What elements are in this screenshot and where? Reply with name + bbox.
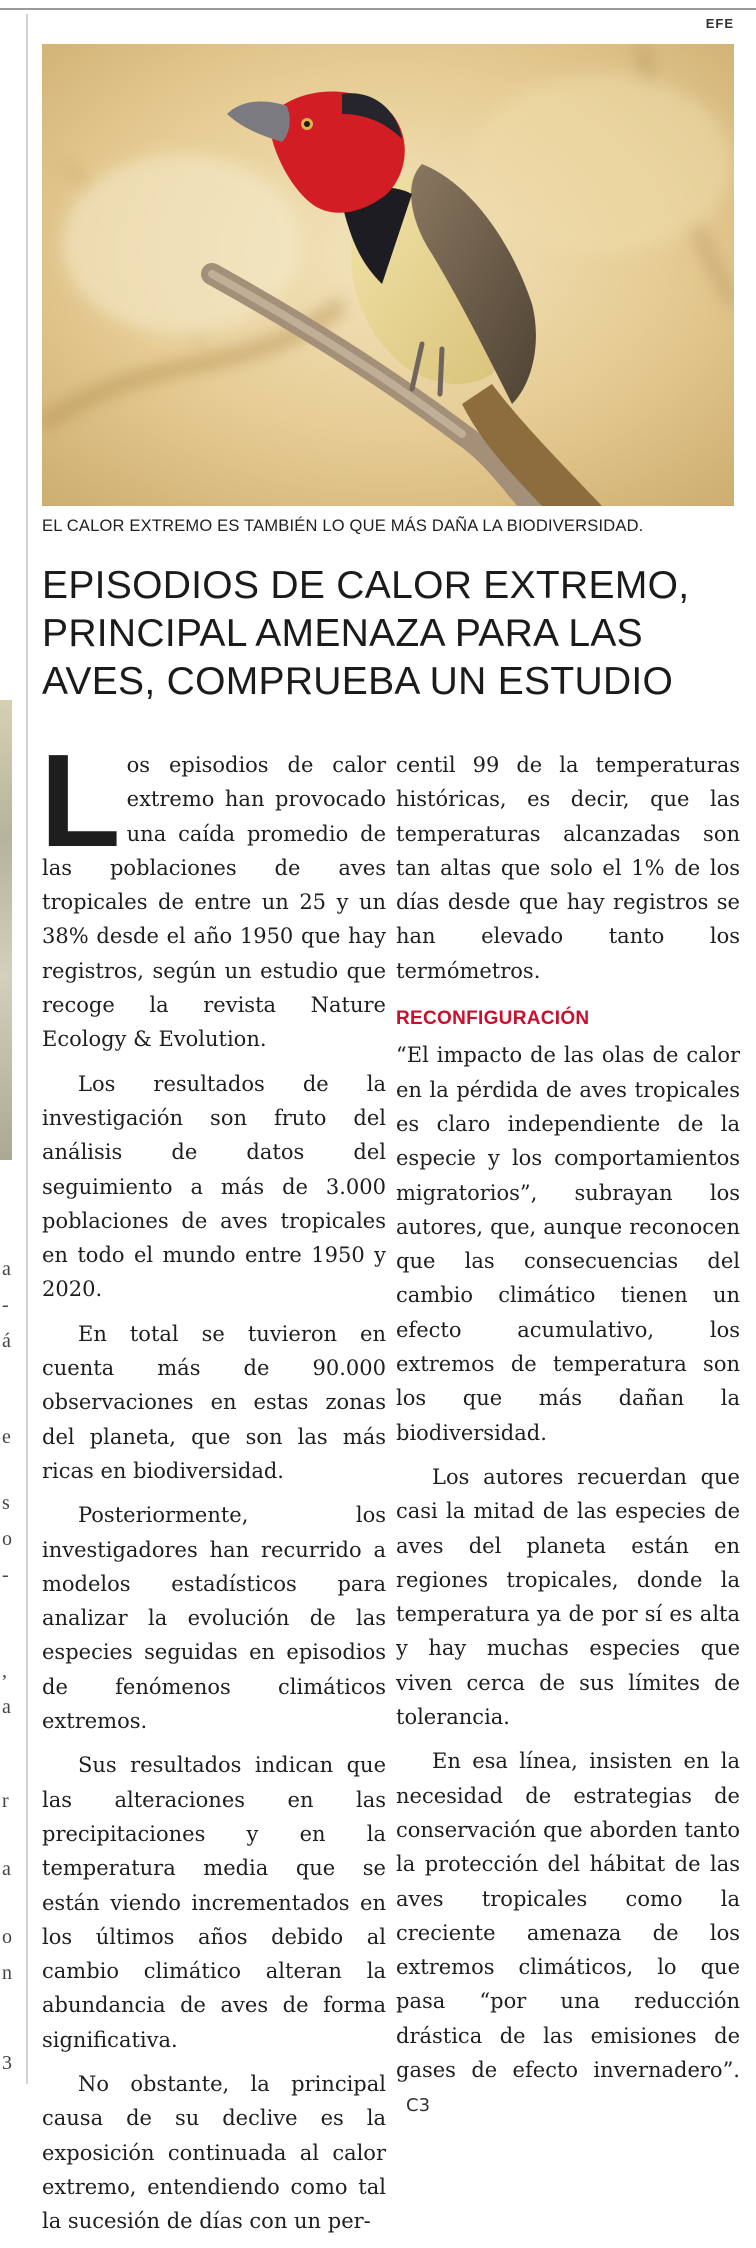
edge-fragment: s bbox=[2, 1492, 10, 1514]
closing-paragraph bbox=[396, 1744, 740, 2123]
edge-fragment: n bbox=[2, 1962, 12, 1984]
edge-fragment: a bbox=[2, 1258, 11, 1280]
photo-caption: EL CALOR EXTREMO ES TAMBIÉN LO QUE MÁS DAÑA LA BIODIVERSIDAD. bbox=[42, 517, 644, 535]
headline-line: EPISODIOS DE CALOR EXTREMO, bbox=[42, 564, 690, 607]
section-subhead: RECONFIGURACIÓN bbox=[396, 1008, 590, 1030]
body-paragraph: centil 99 de la temperaturas históricas, es decir, que las temperaturas alcanzadas son tan altas que solo el 1% de los días desde que hay registros se han elevado tanto los termómetros. bbox=[396, 753, 740, 983]
edge-fragment: - bbox=[2, 1294, 9, 1316]
edge-fragment: r bbox=[2, 1790, 9, 1812]
body-paragraph: En total se tuvieron en cuenta más de 90.000 observaciones en estas zonas del planeta, que son las más ricas en biodiversidad. bbox=[42, 1321, 386, 1483]
article-column-left bbox=[40, 727, 386, 2248]
edge-fragment: a bbox=[2, 1858, 11, 1880]
article-headline bbox=[42, 562, 742, 706]
body-paragraph: Los autores recuerdan que casi la mitad de las especies de aves del planeta están en regiones tropicales, donde la temperatura ya de por sí es alta y hay muchas especies que viven cerca de sus límites de tolerancia. bbox=[396, 1464, 740, 1730]
edge-fragment: a bbox=[2, 1696, 11, 1718]
body-paragraph: Posteriormente, los investigadores han recurrido a modelos estadísticos para analizar la evolución de las especies seguidas en episodios de fenómenos climáticos extremos. bbox=[42, 1503, 386, 1734]
body-paragraph: “El impacto de las olas de calor en la pérdida de aves tropicales es claro independiente de la especie y los comportamientos migratorios”, subrayan los autores, que, aunque reconocen que las consecuencias del cambio climático tienen un efecto acumulativo, los extremos de temperatura son los que más dañan la biodiversidad. bbox=[396, 1043, 740, 1445]
edge-fragment: e bbox=[2, 1426, 11, 1448]
body-paragraph: Sus resultados indican que las alteraciones en las precipitaciones y en la temperatura media que se están viendo incrementados en los últimos años debido al cambio climático alteran la abundancia de aves de forma significativa. bbox=[42, 1753, 386, 2052]
body-paragraph: No obstante, la principal causa de su declive es la exposición continuada al calor extremo, entendiendo como tal la sucesión de días con un per- bbox=[42, 2071, 386, 2234]
edge-fragment: , bbox=[2, 1660, 7, 1682]
edge-fragment: - bbox=[2, 1564, 9, 1586]
drop-cap: L bbox=[40, 727, 121, 874]
adjacent-article-edge bbox=[0, 0, 20, 2096]
bird-photo bbox=[42, 44, 734, 506]
closing-text: En esa línea, insisten en la necesidad de estrategias de conservación que aborden tanto la protección del hábitat de las aves tropicales como la creciente amenaza de los extremos climáticos, lo que pasa “por una reducción drástica de las emisiones de gases de efecto invernadero”. bbox=[396, 1749, 740, 2082]
edge-fragment: o bbox=[2, 1926, 12, 1948]
end-mark-icon: C3 bbox=[406, 2095, 431, 2117]
headline-line: PRINCIPAL AMENAZA PARA LAS bbox=[42, 612, 643, 655]
lead-paragraph bbox=[40, 727, 386, 1057]
bird-illustration bbox=[42, 44, 734, 506]
top-rule bbox=[0, 8, 756, 10]
edge-fragment: 3 bbox=[2, 2052, 12, 2074]
edge-fragment: o bbox=[2, 1528, 12, 1550]
column-divider bbox=[26, 14, 28, 2084]
article-column-right bbox=[396, 748, 740, 2134]
adjacent-photo-strip bbox=[0, 700, 12, 1160]
headline-line: AVES, COMPRUEBA UN ESTUDIO bbox=[42, 660, 674, 703]
edge-fragment: á bbox=[2, 1330, 11, 1352]
body-paragraph: Los resultados de la investigación son fruto del análisis de datos del seguimiento a más de 3.000 poblaciones de aves tropicales en todo el mundo entre 1950 y 2020. bbox=[42, 1071, 386, 1302]
photo-credit: EFE bbox=[705, 16, 734, 31]
lead-text: os episodios de calor extremo han provocado una caída promedio de las poblaciones de aves tropicales de entre un 25 y un 38% desde el año 1950 que hay registros, según un estudio que recoge la revista Nature Ecology & Evolution. bbox=[42, 753, 386, 1052]
